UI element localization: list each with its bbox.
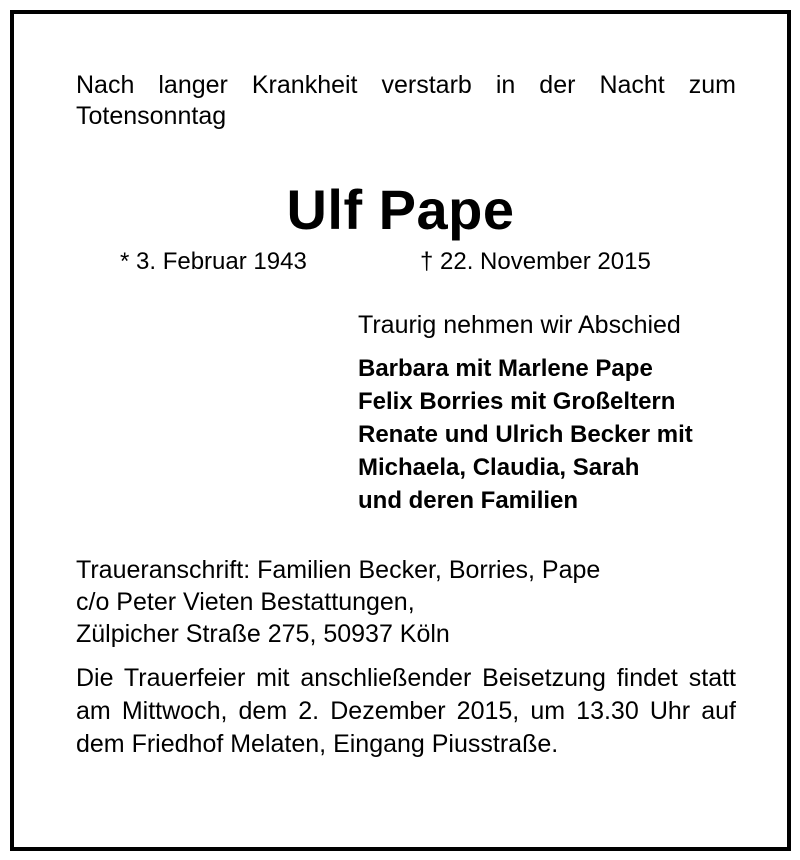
mourner-line: Renate und Ulrich Becker mit [358,421,693,448]
mourner-line: und deren Familien [358,487,579,514]
birth-date: * 3. Februar 1943 [120,248,307,275]
address-line: c/o Peter Vieten Bestattungen, [76,588,415,616]
obituary-frame [10,10,791,851]
service-info: Die Trauerfeier mit anschließender Beisetzung findet statt am Mittwoch, dem 2. Dezember 2015, um 13.30 Uhr auf dem Friedhof Melaten, Eingang Piusstraße. [76,664,736,758]
farewell-text: Traurig nehmen wir Abschied [358,311,681,339]
deceased-name: Ulf Pape [286,178,515,241]
mourner-line: Michaela, Claudia, Sarah [358,454,640,481]
death-date: † 22. November 2015 [420,248,651,275]
mourner-line: Barbara mit Marlene Pape [358,355,653,382]
address-line: Traueranschrift: Familien Becker, Borries, Pape [76,556,601,584]
mourning-address [76,554,600,650]
mourners-list [358,352,693,517]
mourner-line: Felix Borries mit Großeltern [358,388,676,415]
address-line: Zülpicher Straße 275, 50937 Köln [76,620,450,648]
intro-text: Nach langer Krankheit verstarb in der Nacht zum Totensonntag [76,71,736,130]
